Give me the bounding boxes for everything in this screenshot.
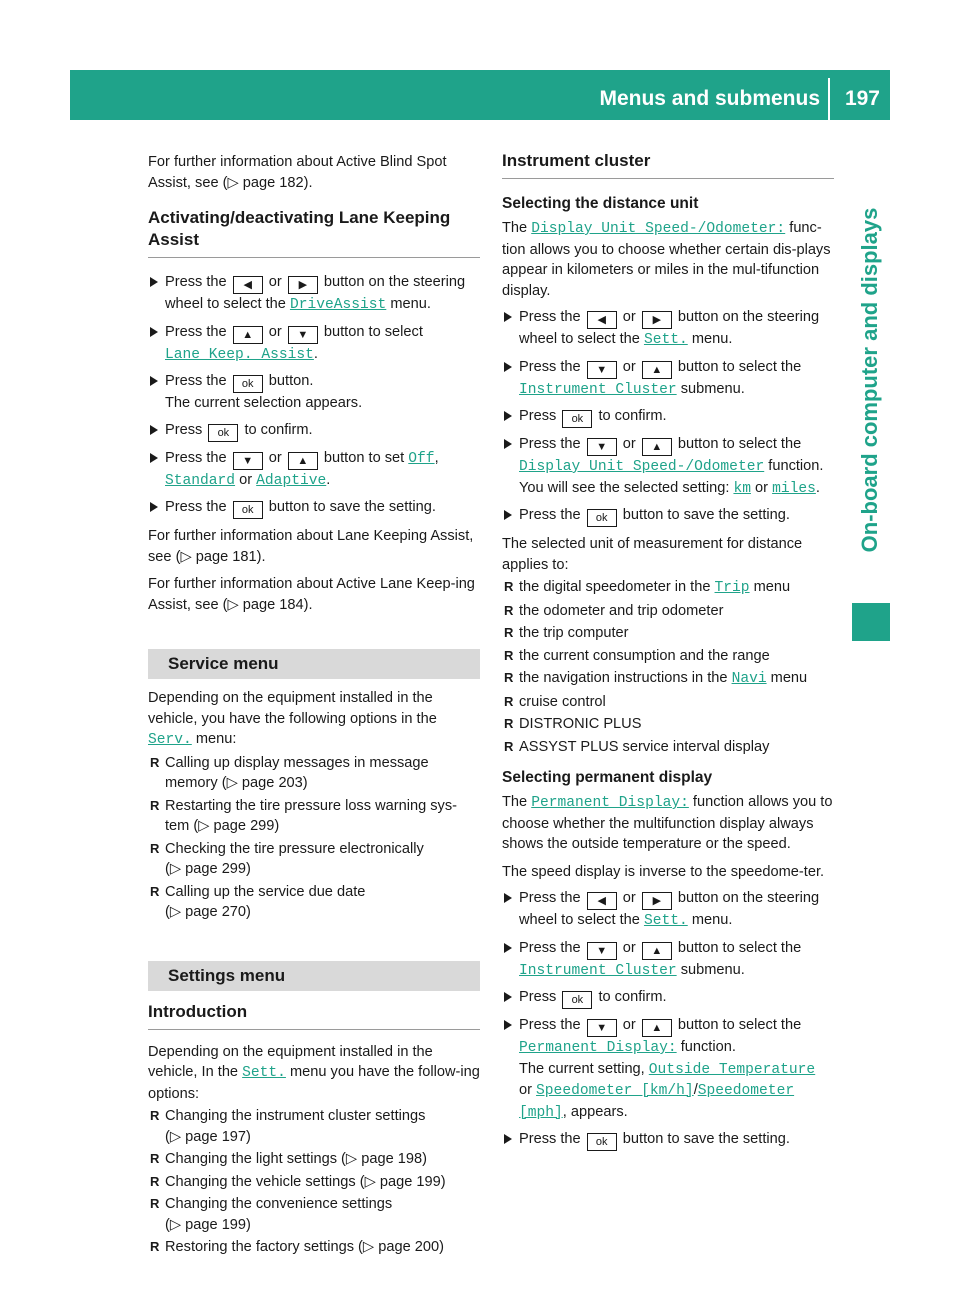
code-term: Speedometer [km/h] [536,1083,694,1099]
code-term: Sett. [242,1065,286,1081]
header-bar [70,70,890,120]
code-term: Off [408,450,435,467]
list-item: R Restarting the tire pressure loss warning sys-tem (▷ page 299) [148,796,480,837]
code-term: Instrument Cluster [519,962,677,979]
arrow-icon: ▷ [198,818,210,834]
paragraph: Depending on the equipment installed in the vehicle, In the Sett. menu you have the follow-ing options: [148,1043,480,1102]
arrow-icon: ▷ [180,548,192,565]
up-key-icon: ▲ [642,942,672,960]
paragraph: The speed display is inverse to the speedome-ter. [502,863,825,880]
ok-key-icon: ok [587,509,617,527]
down-key-icon: ▼ [233,452,263,470]
arrow-icon: ▷ [227,596,239,613]
list-item: R Changing the convenience settings (▷ page 199) [148,1194,480,1235]
arrow-icon: ▷ [227,174,239,191]
up-key-icon: ▲ [642,438,672,456]
permanent-display-heading: Selecting permanent display [502,769,713,786]
ok-key-icon: ok [562,991,592,1009]
paragraph: The selected unit of measurement for distance applies to: [502,536,803,573]
up-key-icon: ▲ [233,326,263,344]
code-term: km [733,480,751,497]
left-column [148,152,480,1258]
code-term: Speedometer [mph] [519,1083,795,1121]
left-key-icon: ◀ [587,311,617,329]
list-item: R ASSYST PLUS service interval display [502,737,834,758]
step: Press the ▼ or ▲ button to set Off, Standard or Adaptive. [148,448,480,492]
list-item: R Changing the light settings (▷ page 198) [148,1149,480,1170]
down-key-icon: ▼ [288,326,318,344]
step: Press the ◀ or ▶ button on the steering wheel to select the DriveAssist menu. [148,272,480,316]
code-term: Instrument Cluster [519,381,677,398]
code-term: Navi [731,671,767,687]
arrow-icon: ▷ [226,775,238,791]
page-number: 197 [844,87,880,110]
code-term: Adaptive [256,472,327,489]
ok-key-icon: ok [208,424,238,442]
right-key-icon: ▶ [642,311,672,329]
ok-key-icon: ok [233,501,263,519]
down-key-icon: ▼ [587,1019,617,1037]
arrow-icon: ▷ [169,861,182,877]
down-key-icon: ▼ [587,942,617,960]
down-key-icon: ▼ [587,361,617,379]
list-item: R Changing the vehicle settings (▷ page 199) [148,1172,480,1193]
code-term: Standard [165,472,236,489]
code-term: Sett. [643,913,688,929]
down-key-icon: ▼ [587,438,617,456]
step: Press ok to confirm. [502,406,834,428]
list-item: R the digital speedometer in the Trip menu [502,577,834,599]
list-item: R the odometer and trip odometer [502,601,834,622]
right-key-icon: ▶ [288,276,318,294]
arrow-icon: ▷ [345,1151,358,1167]
list-item: R the trip computer [502,623,834,644]
list-item: R DISTRONIC PLUS [502,714,834,735]
list-item: R Checking the tire pressure electronically (▷ page 299) [148,839,480,880]
step: Press ok to confirm. [148,420,480,442]
list-item: R Restoring the factory settings (▷ page 200) [148,1237,480,1258]
paragraph: Depending on the equipment installed in the vehicle, you have the following options in the Serv. menu: [148,690,437,748]
list-item: R Changing the instrument cluster settings (▷ page 197) [148,1106,480,1147]
step: Press ok to confirm. [502,987,834,1009]
up-key-icon: ▲ [642,1019,672,1037]
arrow-icon: ▷ [362,1239,375,1255]
right-column [502,150,834,1151]
paragraph: For further information about Lane Keeping Assist, see (▷ page 181). [148,528,474,565]
side-tab-label: On-board computer and displays [857,207,882,553]
paragraph: For further information about Active Lane Keep-ing Assist, see (▷ page 184). [148,576,475,613]
intro-paragraph: For further information about Active Blind Spot Assist, see (▷ page 182). [148,154,447,191]
distance-unit-heading: Selecting the distance unit [502,195,699,212]
arrow-icon: ▷ [364,1173,376,1190]
step: Press the ok button to save the setting. [502,1129,834,1151]
code-term: Serv. [148,732,192,748]
code-term: Trip [714,580,750,596]
service-menu-banner: Service menu [148,649,480,679]
step: Press the ▼ or ▲ button to select the Display Unit Speed-/Odometer function. You will see the selected setting: km or miles. [502,434,834,499]
right-key-icon: ▶ [642,892,672,910]
lka-heading: Activating/deactivating Lane Keeping Assist [148,207,480,258]
page-title: Menus and submenus [599,87,820,110]
ok-key-icon: ok [587,1133,617,1151]
left-key-icon: ◀ [587,892,617,910]
introduction-heading: Introduction [148,1001,480,1030]
arrow-icon: ▷ [169,1128,182,1145]
step: Press the ◀ or ▶ button on the steering wheel to select the Sett. menu. [502,888,834,932]
list-item: R cruise control [502,692,834,713]
code-term: Permanent Display: [519,1040,677,1056]
code-term: DriveAssist [289,297,387,313]
list-item: R Calling up the service due date (▷ page 270) [148,882,480,923]
arrow-icon: ▷ [169,904,182,920]
code-term: Outside Temperature [648,1061,816,1078]
up-key-icon: ▲ [288,452,318,470]
ok-key-icon: ok [562,410,592,428]
up-key-icon: ▲ [642,361,672,379]
code-term: Sett. [643,332,688,348]
list-item: R Calling up display messages in message memory (▷ page 203) [148,753,480,794]
step: Press the ▲ or ▼ button to select Lane Keep. Assist. [148,322,480,366]
code-term: Display Unit Speed-/Odometer [519,459,765,475]
step: Press the ▼ or ▲ button to select the Permanent Display: function. The current setting, Outside Temperature or Speedometer [km/h]/Speedometer [mph], appears. [502,1015,834,1123]
paragraph: The Permanent Display: function allows you to choose whether the multifunction display always shows the outside temperature or the speed. [502,794,833,852]
step: Press the ▼ or ▲ button to select the Instrument Cluster submenu. [502,357,834,401]
arrow-icon: ▷ [169,1216,182,1233]
paragraph: The Display Unit Speed-/Odometer: func-tion allows you to choose whether certain dis-plays appear in kilometers or miles in the mul-tifunction display. [502,220,831,299]
ok-key-icon: ok [233,375,263,393]
code-term: Permanent Display: [531,795,689,811]
list-item: R the navigation instructions in the Navi menu [502,668,834,690]
instrument-cluster-heading: Instrument cluster [502,150,834,179]
step: Press the ▼ or ▲ button to select the Instrument Cluster submenu. [502,938,834,982]
step: Press the ok button to save the setting. [502,505,834,527]
step: Press the ok button to save the setting. [148,497,480,519]
side-tab-marker [852,603,890,641]
code-term: Display Unit Speed-/Odometer: [531,221,786,237]
step: Press the ok button. The current selection appears. [148,371,480,414]
list-item: R the current consumption and the range [502,646,834,667]
left-key-icon: ◀ [233,276,263,294]
settings-menu-banner: Settings menu [148,961,480,991]
header-divider [828,78,830,120]
code-term: Lane Keep. Assist [165,346,314,363]
code-term: miles [772,480,816,497]
step: Press the ◀ or ▶ button on the steering wheel to select the Sett. menu. [502,307,834,351]
